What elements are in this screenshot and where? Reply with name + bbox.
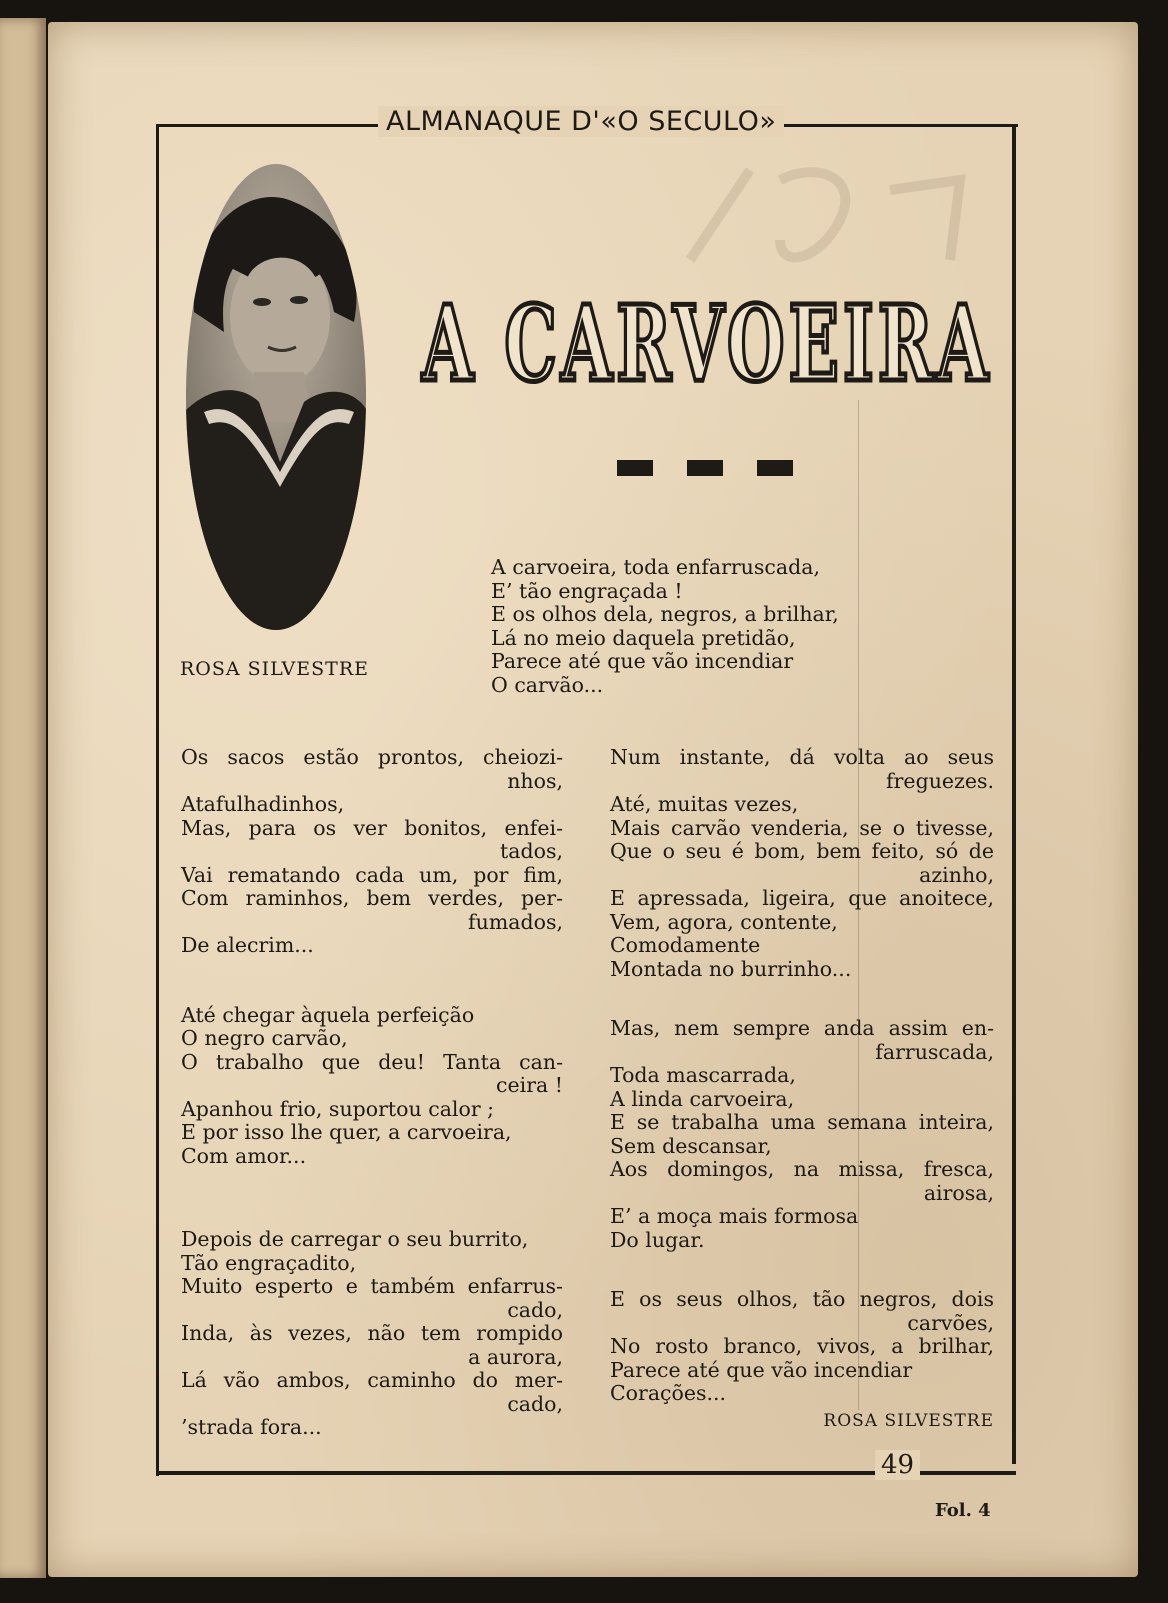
frame-left-rule <box>156 124 159 1476</box>
poem-title-ornamental <box>415 270 1000 410</box>
stanza <box>610 1017 994 1252</box>
verse-line: E por isso lhe quer, a carvoeira, <box>181 1120 512 1144</box>
verse-line: Lá no meio daquela pretidão, <box>491 625 796 650</box>
verse-line: Sem descansar, <box>610 1133 772 1158</box>
verse-line: a aurora, <box>468 1344 563 1369</box>
verse-line: Muito esperto e também enfarrus- <box>181 1274 563 1298</box>
verse-line: No rosto branco, vivos, a brilhar, <box>610 1334 994 1358</box>
poem-column-right <box>610 746 994 1433</box>
verse-line: Apanhou frio, suportou calor ; <box>181 1096 495 1121</box>
verse-line: cado, <box>507 1391 563 1416</box>
verse-line: Inda, às vezes, não tem rompido <box>181 1321 563 1345</box>
verse-line: Mas, nem sempre anda assim en- <box>610 1016 994 1040</box>
verse-line: Parece até que vão incendiar <box>491 649 794 673</box>
stanza <box>610 1288 994 1406</box>
verse-line: Atafulhadinhos, <box>181 792 345 816</box>
verse-line: Tão engraçadito, <box>181 1250 357 1275</box>
verse-line: Corações... <box>610 1381 727 1405</box>
verse-line: tados, <box>500 839 563 863</box>
poem-intro-stanza <box>491 556 839 697</box>
title-ornament-squares <box>617 460 827 480</box>
verse-line: airosa, <box>923 1180 994 1205</box>
frame-right-rule <box>1012 124 1016 1464</box>
verse-line: Toda mascarrada, <box>610 1063 796 1087</box>
poem-title: A CARVOEIRA <box>421 282 992 405</box>
verse-line: Vai rematando cada um, por fim, <box>181 862 563 887</box>
verse-line: O carvão... <box>491 672 604 697</box>
verse-line: Até, muitas vezes, <box>610 792 799 816</box>
poem-signature: ROSA SILVESTRE <box>823 1410 994 1431</box>
verse-line: Do lugar. <box>610 1227 705 1252</box>
verse-line: Montada no burrinho... <box>610 956 852 981</box>
verse-line: E’ a moça mais formosa <box>610 1204 859 1228</box>
ornament-square <box>687 460 723 476</box>
running-header <box>158 96 1018 150</box>
verse-line: Vem, agora, contente, <box>610 909 838 934</box>
verse-line: E os olhos dela, negros, a brilhar, <box>491 602 839 626</box>
verse-line: azinho, <box>919 862 994 887</box>
verse-line: De alecrim... <box>181 933 314 957</box>
verse-line: Comodamente <box>610 933 761 957</box>
verse-line: Aos domingos, na missa, fresca, <box>610 1157 994 1181</box>
verse-line: Com raminhos, bem verdes, per- <box>181 886 563 910</box>
verse-line: Mais carvão venderia, se o tivesse, <box>610 815 994 840</box>
verse-line: ’strada fora... <box>181 1415 322 1439</box>
verse-line: farruscada, <box>875 1039 994 1064</box>
page-number: 49 <box>875 1450 920 1480</box>
verse-line: nhos, <box>507 768 563 793</box>
stanza <box>181 1228 563 1440</box>
verse-line: carvões, <box>907 1310 994 1335</box>
verse-line: O negro carvão, <box>181 1026 348 1050</box>
verse-line: E se trabalha uma semana inteira, <box>610 1110 994 1134</box>
verse-line: E apressada, ligeira, que anoitece, <box>610 886 994 910</box>
verse-line: Parece até que vão incendiar <box>610 1357 913 1382</box>
verse-line: ceira ! <box>496 1073 563 1097</box>
verse-line: E os seus olhos, tão negros, dois <box>610 1287 994 1311</box>
verse-line: A carvoeira, toda enfarruscada, <box>491 555 820 579</box>
author-portrait-photo <box>184 162 368 632</box>
verse-line: Mas, para os ver bonitos, enfei- <box>181 815 563 840</box>
verse-line: Os sacos estão prontos, cheiozi- <box>181 745 563 769</box>
verse-line: Que o seu é bom, bem feito, só de <box>610 839 994 863</box>
verse-line: cado, <box>507 1297 563 1322</box>
stanza <box>610 746 994 981</box>
verse-line: Até chegar àquela perfeição <box>181 1002 475 1027</box>
poem-column-left <box>181 746 563 1440</box>
ornament-square <box>757 460 793 476</box>
portrait-caption: ROSA SILVESTRE <box>180 658 369 680</box>
header-title: ALMANAQUE D'«O SECULO» <box>378 106 784 137</box>
verse-line: O trabalho que deu! Tanta can- <box>181 1049 563 1074</box>
verse-line: A linda carvoeira, <box>610 1086 795 1111</box>
verse-line: freguezes. <box>886 768 994 793</box>
stanza <box>181 1004 563 1169</box>
verse-line: fumados, <box>468 909 563 934</box>
verse-line: E’ tão engraçada ! <box>491 578 683 603</box>
ornament-square <box>617 460 653 476</box>
verse-line: Num instante, dá volta ao seus <box>610 745 994 769</box>
previous-page-edge <box>0 18 46 1578</box>
verse-line: Lá vão ambos, caminho do mer- <box>181 1368 563 1392</box>
verse-line: Com amor... <box>181 1143 307 1168</box>
verse-line: Depois de carregar o seu burrito, <box>181 1227 529 1251</box>
folio-mark: Fol. 4 <box>935 1500 991 1521</box>
faint-stamp-mark <box>660 160 1000 280</box>
stanza <box>181 746 563 958</box>
